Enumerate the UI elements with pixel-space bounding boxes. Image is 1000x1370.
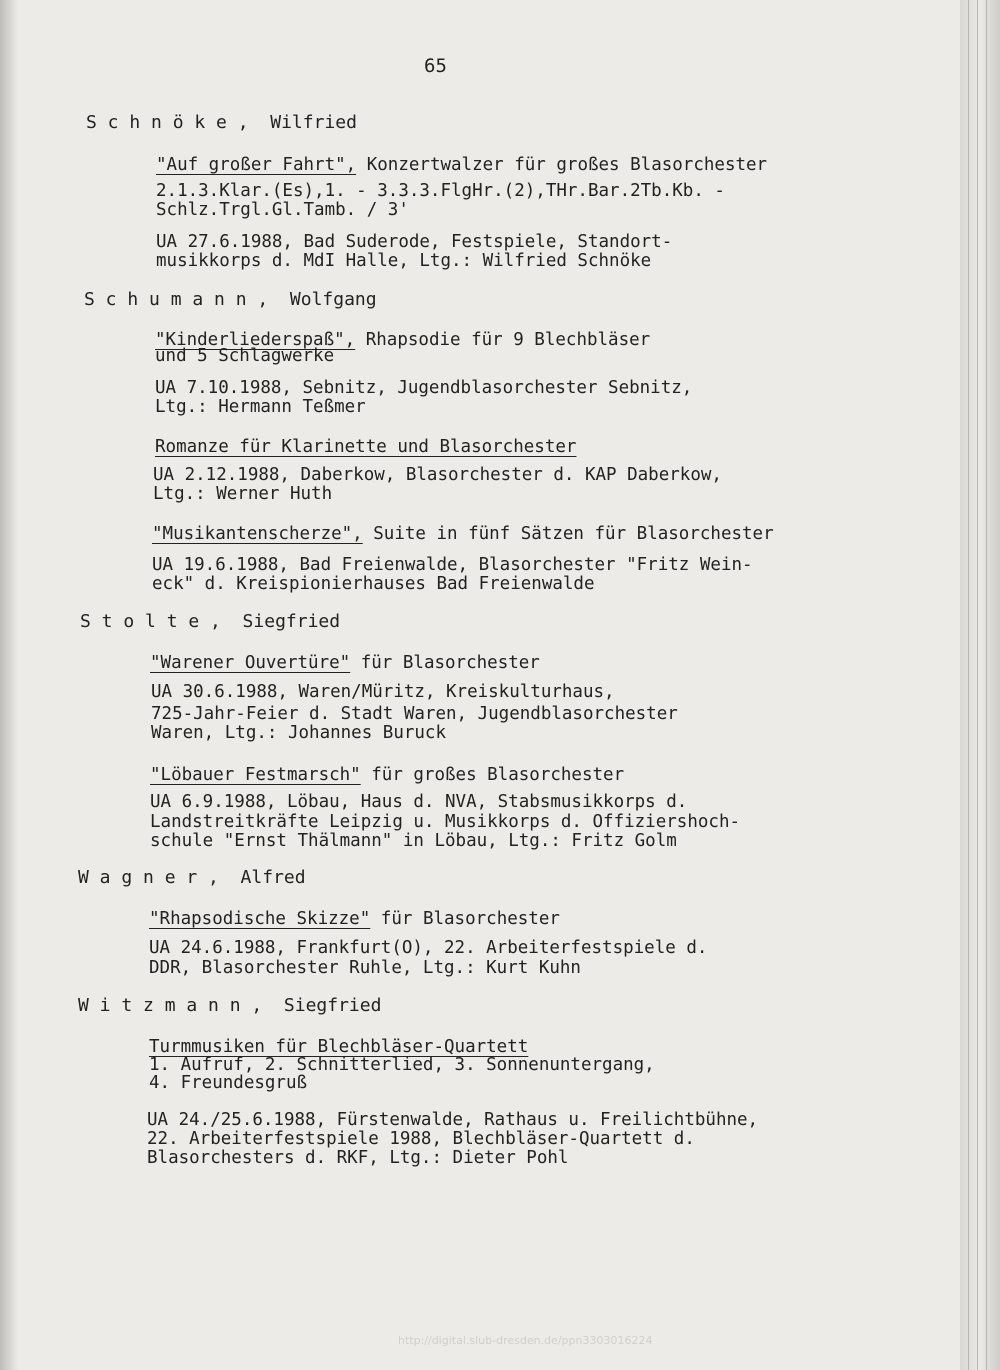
work-detail-line: 4. Freundesgruß — [149, 1073, 308, 1093]
work-detail-line: Ltg.: Werner Huth — [153, 484, 333, 504]
work-title: Turmmusiken für Blechbläser-Quartett — [149, 1037, 529, 1057]
work-title-line — [149, 909, 560, 929]
work-detail-line: UA 24./25.6.1988, Fürstenwalde, Rathaus u. Freilichtbühne, — [147, 1110, 759, 1130]
work-title-rest: Rhapsodie für 9 Blechbläser — [355, 330, 651, 350]
author-heading: W i t z m a n n , Siegfried — [78, 995, 382, 1016]
work-title-rest: für Blasorchester — [370, 909, 560, 929]
work-detail-line: UA 7.10.1988, Sebnitz, Jugendblasorchester Sebnitz, — [155, 378, 693, 398]
work-detail-line: 725-Jahr-Feier d. Stadt Waren, Jugendblasorchester — [151, 704, 678, 724]
source-url[interactable]: http://digital.slub-dresden.de/ppn3303016224 — [398, 1334, 653, 1347]
work-title: "Rhapsodische Skizze" — [149, 909, 371, 929]
page-shadow — [0, 0, 18, 1370]
work-title-line — [150, 653, 540, 673]
page-edge-line — [968, 0, 969, 1370]
work-detail-line: schule "Ernst Thälmann" in Löbau, Ltg.: Fritz Golm — [150, 831, 677, 851]
work-title: "Kinderliederspaß", — [155, 330, 356, 350]
page-edge-line — [977, 0, 978, 1370]
work-detail-line: Landstreitkräfte Leipzig u. Musikkorps d. Offiziershoch- — [150, 812, 741, 832]
page-edge-line — [986, 0, 987, 1370]
work-title-rest: Suite in fünf Sätzen für Blasorchester — [362, 524, 774, 544]
work-detail-line: Ltg.: Hermann Teßmer — [155, 397, 366, 417]
work-title-line — [156, 155, 767, 175]
work-detail-line: Waren, Ltg.: Johannes Buruck — [151, 723, 447, 743]
work-title-line — [152, 524, 774, 544]
author-heading: S t o l t e , Siegfried — [80, 611, 341, 632]
page-number: 65 — [424, 55, 447, 77]
work-title: "Löbauer Festmarsch" — [150, 765, 361, 785]
work-title-line — [155, 437, 576, 457]
work-title-line — [149, 1037, 528, 1057]
work-title-rest: Konzertwalzer für großes Blasorchester — [356, 155, 768, 175]
work-detail-line: UA 6.9.1988, Löbau, Haus d. NVA, Stabsmusikkorps d. — [150, 792, 688, 812]
work-title-rest: für Blasorchester — [350, 653, 540, 673]
work-detail-line: UA 30.6.1988, Waren/Müritz, Kreiskulturhaus, — [151, 682, 615, 702]
work-title: "Musikantenscherze", — [152, 524, 363, 544]
work-detail-line: DDR, Blasorchester Ruhle, Ltg.: Kurt Kuhn — [149, 958, 581, 978]
work-detail-line: Schlz.Trgl.Gl.Tamb. / 3' — [156, 200, 409, 220]
work-detail-line: UA 2.12.1988, Daberkow, Blasorchester d. KAP Daberkow, — [153, 465, 722, 485]
author-heading: W a g n e r , Alfred — [78, 867, 306, 888]
work-detail-line: UA 27.6.1988, Bad Suderode, Festspiele, Standort- — [156, 232, 673, 252]
work-title-rest: für großes Blasorchester — [360, 765, 625, 785]
work-detail-line: 1. Aufruf, 2. Schnitterlied, 3. Sonnenuntergang, — [149, 1055, 655, 1075]
work-detail-line: UA 24.6.1988, Frankfurt(O), 22. Arbeiterfestspiele d. — [149, 938, 708, 958]
work-detail-line: musikkorps d. MdI Halle, Ltg.: Wilfried Schnöke — [156, 251, 652, 271]
author-heading: S c h n ö k e , Wilfried — [86, 112, 357, 133]
author-heading: S c h u m a n n , Wolfgang — [84, 289, 377, 310]
work-title: Romanze für Klarinette und Blasorchester — [155, 437, 577, 457]
work-title-line — [150, 765, 624, 785]
work-detail-line: 2.1.3.Klar.(Es),1. - 3.3.3.FlgHr.(2),THr.Bar.2Tb.Kb. - — [156, 181, 725, 201]
work-title: "Auf großer Fahrt", — [156, 155, 357, 175]
work-detail-line: UA 19.6.1988, Bad Freienwalde, Blasorchester "Fritz Wein- — [152, 555, 753, 575]
work-detail-line: Blasorchesters d. RKF, Ltg.: Dieter Pohl — [147, 1148, 569, 1168]
work-detail-line: 22. Arbeiterfestspiele 1988, Blechbläser-Quartett d. — [147, 1129, 695, 1149]
work-detail-line: eck" d. Kreispionierhauses Bad Freienwalde — [152, 574, 595, 594]
page-stack-edge — [960, 0, 1000, 1370]
work-detail-line: und 5 Schlagwerke — [155, 346, 335, 366]
work-title: "Warener Ouvertüre" — [150, 653, 351, 673]
